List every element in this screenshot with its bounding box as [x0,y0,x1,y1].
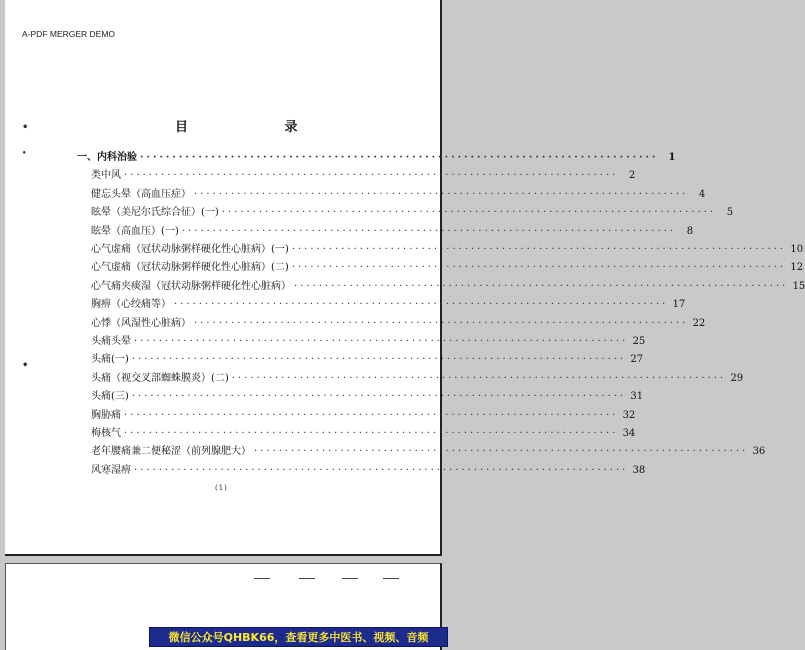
toc-entry-page: 29 [730,372,744,384]
dot-leader: ················································································ [174,299,669,311]
toc-entry-page: 25 [632,336,646,347]
dot-leader: ················································································ [134,464,629,476]
dot-leader: ················································································ [294,280,789,292]
dot-leader: ················································································ [131,354,627,366]
toc-entry[interactable] [91,166,636,182]
divider [254,578,270,579]
toc-entry-page: 34 [622,428,636,439]
toc-entry[interactable] [91,185,706,201]
toc-entry-page: 1 [668,152,676,163]
toc-entry-label: 胸痹（心绞痛等） [91,299,171,311]
toc-entry-page: 4 [698,188,706,200]
toc-entry[interactable] [91,258,804,274]
toc-entry-label: 胸胁痛 [91,409,121,421]
toc-entry[interactable] [91,350,644,366]
dot-leader: ················································································ [291,262,787,274]
toc-entry[interactable] [91,222,694,238]
toc-entry-page: 38 [632,464,646,476]
divider [299,578,315,579]
toc-entry[interactable] [91,369,744,385]
toc-entry-page: 5 [726,207,734,219]
toc-entry-label: 老年腰痛兼二便秘涩（前列腺肥大） [91,446,251,458]
margin-mark: • [22,148,27,157]
dot-leader: ················································································ [124,170,619,182]
toc-entry[interactable] [91,387,644,403]
dot-leader: ················································································ [140,152,659,163]
dot-leader: ················································································ [291,244,787,255]
dot-leader: ················································································ [124,428,619,439]
toc-entry-label: 心气虚痛（冠状动脉粥样硬化性心脏病）(一) [91,244,289,255]
margin-mark: • [22,122,29,133]
toc-entry[interactable] [91,332,646,348]
toc-section[interactable] [77,148,676,164]
toc-entry[interactable] [91,277,805,293]
toc-entry-label: 风寒湿痹 [91,464,131,476]
toc-entry[interactable] [91,240,804,256]
toc-entry-label: 头痛(一) [91,354,129,366]
toc-entry[interactable] [91,295,686,311]
toc-entry-page: 8 [686,225,694,237]
toc-entry-page: 15 [792,280,805,292]
dot-leader: ················································································ [124,409,619,421]
dot-leader: ················································································ [181,225,677,237]
toc-entry-page: 2 [628,170,636,182]
toc-entry-label: 心悸（风湿性心脏病） [91,317,191,329]
toc-entry[interactable] [91,424,636,440]
dot-leader: ················································································ [194,317,689,329]
dot-leader: ················································································ [131,391,627,403]
promo-banner: 微信公众号QHBK66，查看更多中医书、视频、音频 [149,627,448,647]
toc-entry-page: 27 [630,354,644,366]
toc-entry[interactable] [91,314,706,330]
toc-entry-page: 12 [790,262,804,274]
toc-entry-label: 一、内科治验 [77,152,137,163]
toc-entry-page: 31 [630,391,644,403]
toc-entry-page: 22 [692,317,706,329]
toc-entry-label: 头痛（视交叉部蜘蛛膜炎）(二) [91,372,229,384]
toc-entry[interactable] [91,203,734,219]
dot-leader: ················································································ [231,372,727,384]
document-page [5,0,805,556]
toc-entry-label: 健忘头晕（高血压症） [91,188,191,200]
dot-leader: ················································································ [194,188,689,200]
toc-entry-page: 10 [790,244,804,255]
divider [383,578,399,579]
toc-entry-label: 眩晕（高血压）(一) [91,225,179,237]
toc-entry-label: 头痛(三) [91,391,129,403]
dot-leader: ················································································ [134,336,629,347]
toc-entry-label: 心气痛夹痰湿（冠状动脉粥样硬化性心脏病） [91,280,291,292]
toc-entry-label: 眩晕（美尼尔氏综合征）(一) [91,207,219,219]
toc-entry-label: 心气虚痛（冠状动脉粥样硬化性心脏病）(二) [91,262,289,274]
toc-entry-label: 梅核气 [91,428,121,439]
toc-entry-label: 类中风 [91,170,121,182]
dot-leader: ················································································ [221,207,717,219]
margin-mark: • [22,360,29,371]
toc-title: 目 录 [175,120,344,135]
toc-entry-page: 32 [622,409,636,421]
toc-entry[interactable] [91,442,766,458]
toc-entry[interactable] [91,461,646,477]
divider [342,578,358,579]
page-number: (1) [215,484,228,492]
toc-entry-page: 36 [752,446,766,458]
dot-leader: ················································································ [254,446,749,458]
toc-entry-label: 头痛头晕 [91,336,131,347]
watermark-text: A-PDF MERGER DEMO [22,29,116,39]
toc-entry-page: 17 [672,299,686,311]
toc-entry[interactable] [91,406,636,422]
